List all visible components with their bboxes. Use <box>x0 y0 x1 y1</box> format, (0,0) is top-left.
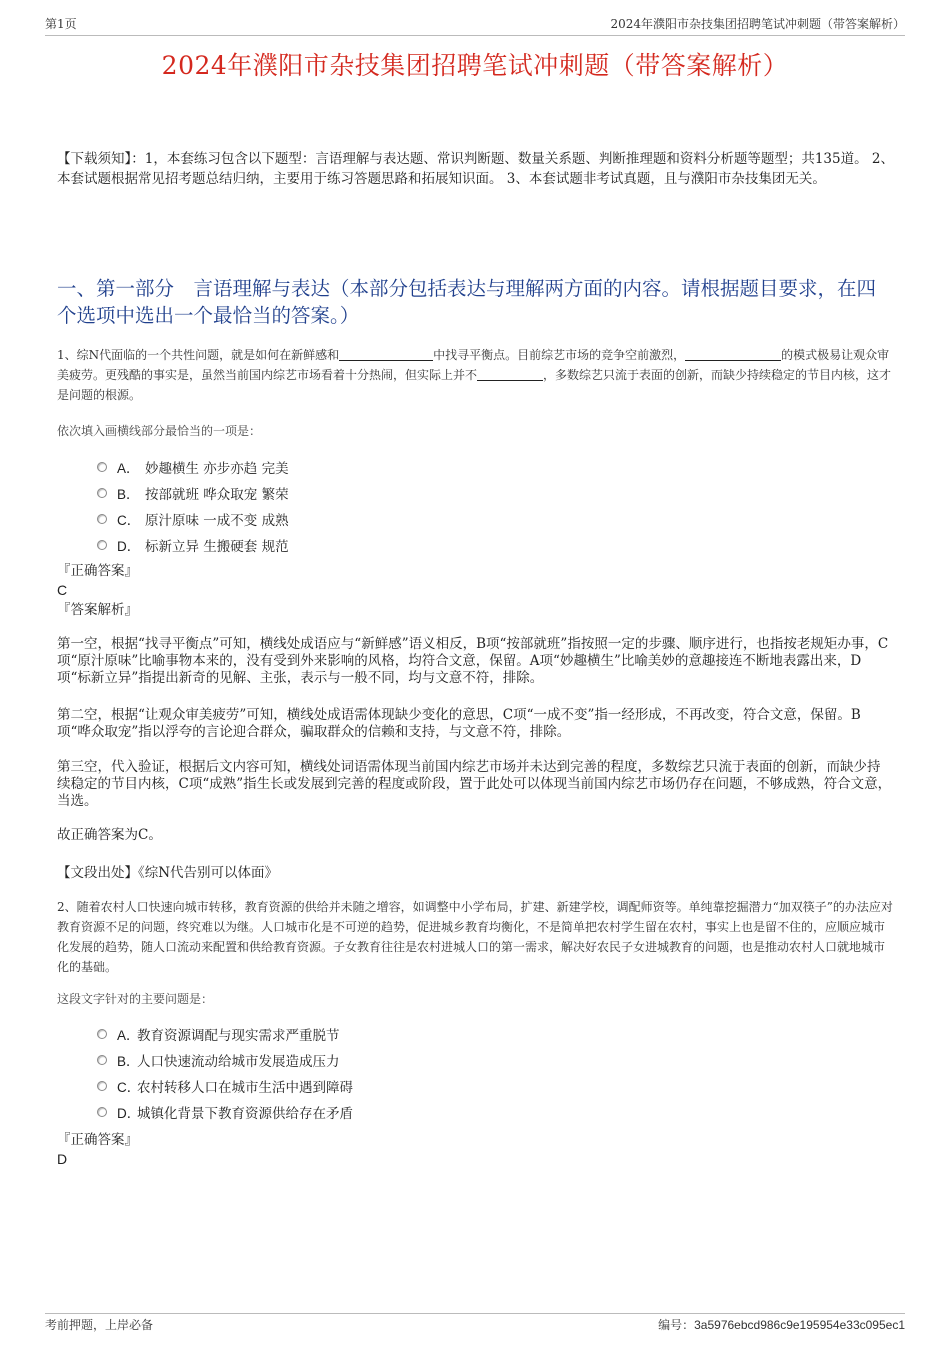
question-2-options <box>97 1021 353 1125</box>
blank-2 <box>685 347 781 361</box>
option-b[interactable]: B． 人口快速流动给城市发展造成压力 <box>97 1047 353 1073</box>
radio-icon[interactable] <box>97 462 107 472</box>
section-heading: 一、第一部分 言语理解与表达（本部分包括表达与理解两方面的内容。请根据题目要求，在四个选项中选出一个最恰当的答案。） <box>57 277 877 327</box>
analysis-paragraph: 第二空，根据“让观众审美疲劳”可知，横线处成语需体现缺少变化的意思，C项“一成不变”指一经形成，不再改变，符合文意，保留。B项“哗众取宠”指以浮夸的言论迎合群众，骗取群众的信赖和支持，与文意不符，排除。 <box>57 707 861 740</box>
passage-source: 【文段出处】《综N代告别可以体面》 <box>57 865 279 881</box>
radio-icon[interactable] <box>97 1029 107 1039</box>
option-a[interactable]: A． 教育资源调配与现实需求严重脱节 <box>97 1021 353 1047</box>
question-2-prompt: 这段文字针对的主要问题是： <box>57 992 214 1006</box>
analysis-paragraph: 第一空，根据“找寻平衡点”可知，横线处成语应与“新鲜感”语义相反，B项“按部就班”指按照一定的步骤、顺序进行，也指按老规矩办事，C项“原汁原味”比喻事物本来的，没有受到外来影响的风格，均符合文意，保留。A项“妙趣横生”比喻美妙的意趣接连不断地表露出来，D项“标新立异”指提出新奇的见解、主张，表示与一般不同，均与文意不符，排除。 <box>57 636 889 686</box>
question-1-prompt: 依次填入画横线部分最恰当的一项是： <box>57 424 262 438</box>
question-2-text: 2、随着农村人口快速向城市转移，教育资源的供给并未随之增容，如调整中小学布局，扩建、新建学校，调配师资等。单纯靠挖掘潜力“加双筷子”的办法应对教育资源不足的问题，终究难以为继。人口城市化是不可逆的趋势，促进城乡教育均衡化，不是简单把农村学生留在农村，事实上也是留不住的，应顺应城市化发展的趋势，随人口流动来配置和供给教育资源。子女教育往往是农村进城人口的第一需求，解决好农民子女进城教育的问题，也是推动农村人口就地城市化的基础。 <box>57 900 893 974</box>
radio-icon[interactable] <box>97 1081 107 1091</box>
option-b[interactable]: B． 按部就班 哗众取宠 繁荣 <box>97 480 289 506</box>
blank-3 <box>477 367 543 381</box>
option-d[interactable]: D． 标新立异 生搬硬套 规范 <box>97 532 289 558</box>
header-doc-title: 2024年濮阳市杂技集团招聘笔试冲刺题（带答案解析） <box>610 17 905 31</box>
footer-code: 编号：3a5976ebcd986c9e195954e33c095ec1 <box>658 1318 905 1332</box>
option-a[interactable]: A． 妙趣横生 亦步亦趋 完美 <box>97 454 289 480</box>
option-c[interactable]: C． 原汁原味 一成不变 成熟 <box>97 506 289 532</box>
answer-label: 『正确答案』 <box>57 1132 138 1148</box>
analysis-paragraph: 第三空，代入验证，根据后文内容可知，横线处词语需体现当前国内综艺市场并未达到完善的程度，多数综艺只流于表面的创新，而缺少持续稳定的节目内核，C项“成熟”指生长或发展到完善的程度或阶段，置于此处可以体现当前国内综艺市场仍存在问题，不够成熟，符合文意，当选。 <box>57 759 892 809</box>
analysis-conclusion: 故正确答案为C。 <box>57 827 162 843</box>
option-d[interactable]: D． 城镇化背景下教育资源供给存在矛盾 <box>97 1099 353 1125</box>
radio-icon[interactable] <box>97 488 107 498</box>
document-title: 2024年濮阳市杂技集团招聘笔试冲刺题（带答案解析） <box>161 51 789 80</box>
page-footer <box>45 1313 905 1332</box>
option-c[interactable]: C． 农村转移人口在城市生活中遇到障碍 <box>97 1073 353 1099</box>
radio-icon[interactable] <box>97 1055 107 1065</box>
radio-icon[interactable] <box>97 1107 107 1117</box>
answer-value: C <box>57 582 68 598</box>
radio-icon[interactable] <box>97 514 107 524</box>
page-number: 第1页 <box>45 17 77 31</box>
download-notice: 【下载须知】：1，本套练习包含以下题型：言语理解与表达题、常识判断题、数量关系题、判断推理题和资料分析题等题型；共135道。 2、本套试题根据常见招考题总结归纳，主要用于练习答题思路和拓展知识面。 3、本套试题非考试真题，且与濮阳市杂技集团无关。 <box>57 151 894 187</box>
page-header <box>45 10 905 36</box>
answer-label: 『正确答案』 <box>57 563 138 579</box>
blank-1 <box>339 347 433 361</box>
question-1-options <box>97 454 289 558</box>
footer-slogan: 考前押题，上岸必备 <box>45 1318 154 1332</box>
radio-icon[interactable] <box>97 540 107 550</box>
question-1-text: 1、综N代面临的一个共性问题，就是如何在新鲜感和 中找寻平衡点。目前综艺市场的竞争空前激烈， 的模式极易让观众审美疲劳。更残酷的事实是，虽然当前国内综艺市场看着十分热闹，但实际上并不 ，多数综艺只流于表面的创新，而缺少持续稳定的节目内核，这才是问题的根源。 <box>57 348 892 402</box>
analysis-label: 『答案解析』 <box>57 602 138 618</box>
answer-value: D <box>57 1151 68 1167</box>
